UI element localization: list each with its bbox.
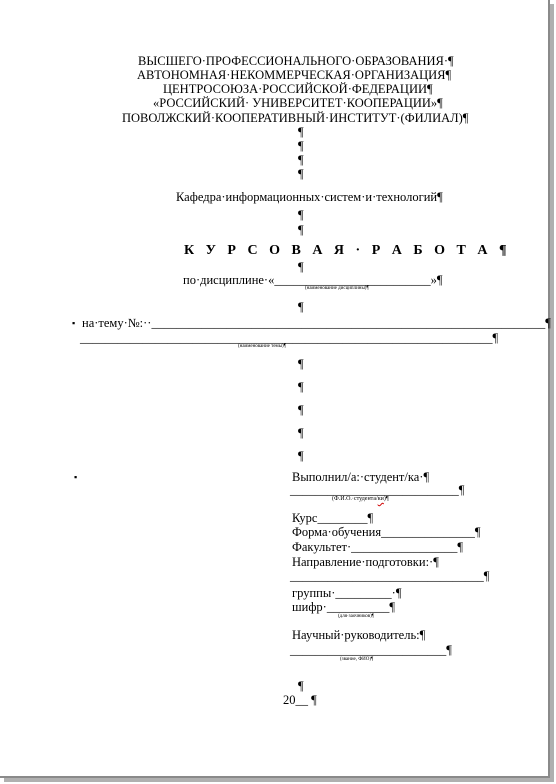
spellcheck-word: ки (377, 496, 384, 502)
empty-paragraph: ¶ (298, 426, 304, 440)
header-line-1: ВЫСШЕГО·ПРОФЕССИОНАЛЬНОГО·ОБРАЗОВАНИЯ·¶ (138, 54, 454, 68)
topic-blank-line: __________________________________________________________________¶ (80, 331, 499, 345)
empty-paragraph: ¶ (298, 403, 304, 417)
code-field: шифр·__________¶ (292, 600, 395, 614)
group-field: группы·_________·¶ (292, 586, 402, 600)
header-line-4: «РОССИЙСКИЙ· УНИВЕРСИТЕТ·КООПЕРАЦИИ»¶ (153, 96, 443, 110)
performed-by-label: Выполнил/а:·студент/ка·¶ (292, 470, 430, 484)
empty-paragraph: ¶ (298, 139, 304, 153)
empty-paragraph: ¶ (298, 167, 304, 181)
discipline-blank: _________________________ (274, 273, 431, 287)
supervisor-blank: _________________________¶ (290, 643, 452, 657)
empty-paragraph: ¶ (298, 449, 304, 463)
empty-paragraph: ¶ (298, 357, 304, 371)
caption-part: (Ф.И.О.·студента/ (332, 496, 378, 502)
empty-paragraph: ¶ (298, 208, 304, 222)
direction-blank: _______________________________¶ (290, 569, 490, 583)
empty-paragraph: ¶ (298, 153, 304, 167)
course-field: Курс________¶ (292, 511, 374, 525)
faculty-field: Факультет·_________________¶ (292, 540, 464, 554)
direction-label: Направление·подготовки:·¶ (292, 555, 439, 569)
supervisor-caption: (звание, ФИО)¶ (340, 657, 374, 662)
header-line-3: ЦЕНТРОСОЮЗА·РОССИЙСКОЙ·ФЕДЕРАЦИИ¶ (163, 82, 433, 96)
topic-caption: (наименование темы)¶ (238, 344, 286, 349)
code-caption: (для·заочников)¶ (338, 614, 375, 619)
year-line: 20__ ¶ (283, 693, 317, 707)
caption-part: )¶ (383, 496, 389, 502)
department-line: Кафедра·информационных·систем·и·технологий¶ (176, 190, 443, 204)
discipline-caption: (наименование дисциплины)¶ (305, 286, 369, 291)
student-name-blank: ___________________________¶ (290, 483, 465, 497)
list-bullet: ▪ (74, 472, 78, 482)
empty-paragraph: ¶ (298, 380, 304, 394)
header-line-5: ПОВОЛЖСКИЙ·КООПЕРАТИВНЫЙ·ИНСТИТУТ·(ФИЛИАЛ)¶ (122, 111, 469, 125)
header-line-2: АВТОНОМНАЯ·НЕКОММЕРЧЕСКАЯ·ОРГАНИЗАЦИЯ¶ (137, 68, 452, 82)
discipline-suffix: »¶ (430, 273, 443, 287)
supervisor-label: Научный·руководитель:¶ (292, 628, 426, 642)
page-shadow-bottom (4, 778, 554, 782)
empty-paragraph: ¶ (298, 223, 304, 237)
empty-paragraph: ¶ (298, 300, 304, 314)
discipline-prefix: по·дисциплине·« (183, 273, 275, 287)
topic-line (82, 316, 551, 330)
discipline-line (183, 273, 443, 287)
topic-blank: _______________________________________________________________¶ (151, 316, 551, 330)
empty-paragraph: ¶ (298, 125, 304, 139)
student-name-caption (332, 496, 389, 502)
work-title: К У Р С О В А Я · Р А Б О Т А ¶ (184, 243, 511, 258)
study-form-field: Форма·обучения_______________¶ (292, 525, 481, 539)
empty-paragraph: ¶ (298, 679, 304, 693)
list-bullet: ▪ (72, 318, 76, 328)
page-shadow-right (550, 4, 554, 782)
topic-prefix: на·тему·№:·· (82, 316, 152, 330)
empty-paragraph: ¶ (298, 260, 304, 274)
